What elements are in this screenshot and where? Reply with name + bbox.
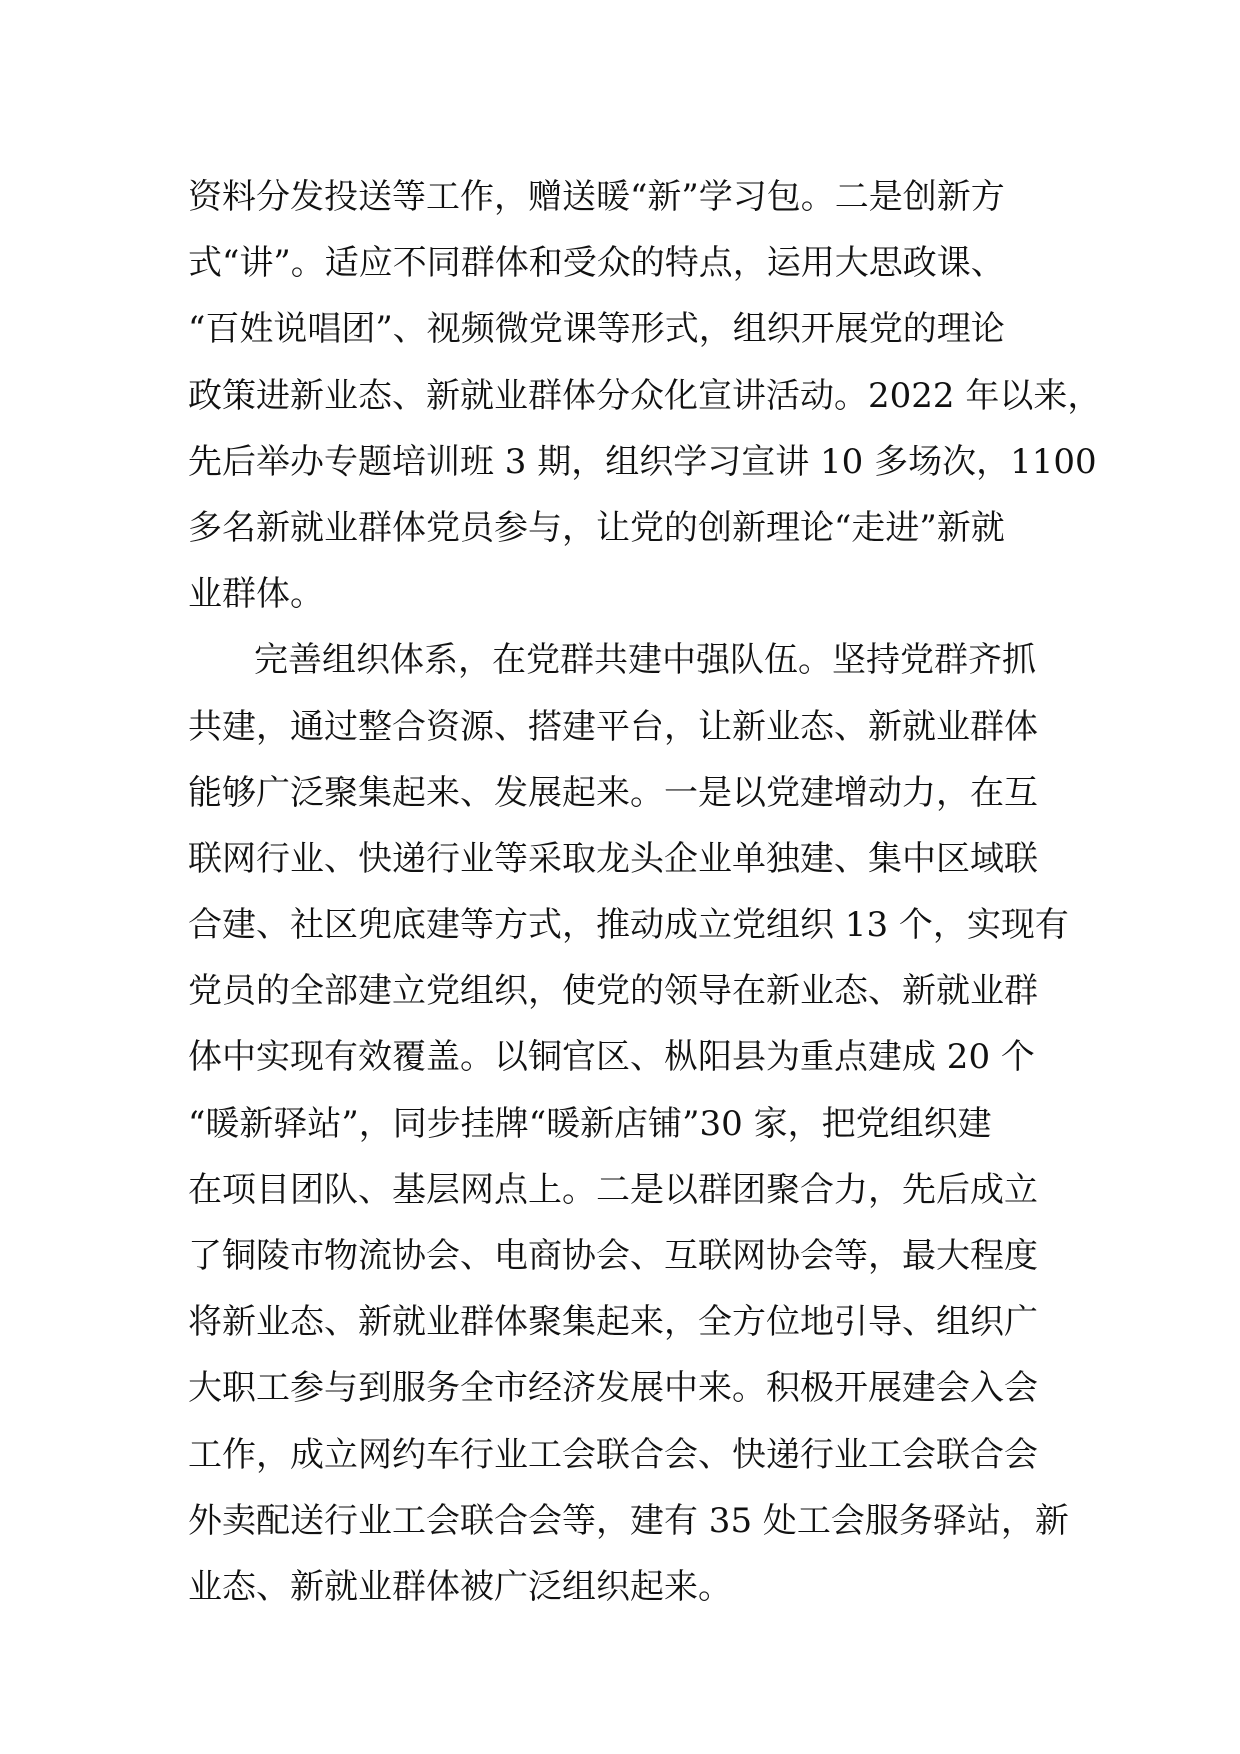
paragraph-first-line: 完善组织体系，在党群共建中强队伍。坚持党群齐抓 [254, 640, 1036, 681]
text-line: 大职工参与到服务全市经济发展中来。积极开展建会入会 [188, 1368, 1038, 1409]
text-line: 能够广泛聚集起来、发展起来。一是以党建增动力，在互 [188, 772, 1038, 813]
text-line: 联网行业、快递行业等采取龙头企业单独建、集中区域联 [188, 838, 1038, 879]
text-line: 资料分发投送等工作，赠送暖“新”学习包。二是创新方 [188, 177, 1005, 217]
text-line: 党员的全部建立党组织，使党的领导在新业态、新就业群 [188, 971, 1038, 1012]
text-line: 多名新就业群体党员参与，让党的创新理论“走进”新就 [188, 507, 1005, 548]
text-line: 业群体。 [188, 574, 324, 615]
text-line: 共建，通过整合资源、搭建平台，让新业态、新就业群体 [188, 706, 1038, 747]
text-line: “百姓说唱团”、视频微党课等形式，组织开展党的理论 [188, 309, 1005, 350]
text-line: 式“讲”。适应不同群体和受众的特点，运用大思政课、 [188, 243, 1005, 284]
text-line: 在项目团队、基层网点上。二是以群团聚合力，先后成立 [188, 1169, 1038, 1210]
text-line: 工作，成立网约车行业工会联合会、快递行业工会联合会 [188, 1434, 1038, 1475]
text-line: “暖新驿站”，同步挂牌“暖新店铺”30 家，把党组织建 [188, 1103, 992, 1144]
text-line: 先后举办专题培训班 3 期，组织学习宣讲 10 多场次，1100 [188, 441, 1097, 482]
text-line: 合建、社区兜底建等方式，推动成立党组织 13 个，实现有 [188, 905, 1069, 946]
body-text [188, 164, 1102, 1620]
text-line: 政策进新业态、新就业群体分众化宣讲活动。2022 年以来， [188, 375, 1102, 416]
text-line: 了铜陵市物流协会、电商协会、互联网协会等，最大程度 [188, 1236, 1038, 1276]
text-line: 体中实现有效覆盖。以铜官区、枞阳县为重点建成 20 个 [188, 1037, 1035, 1078]
text-line: 业态、新就业群体被广泛组织起来。 [188, 1566, 732, 1607]
text-line: 外卖配送行业工会联合会等，建有 35 处工会服务驿站，新 [188, 1500, 1069, 1541]
text-line: 将新业态、新就业群体聚集起来，全方位地引导、组织广 [188, 1302, 1038, 1343]
